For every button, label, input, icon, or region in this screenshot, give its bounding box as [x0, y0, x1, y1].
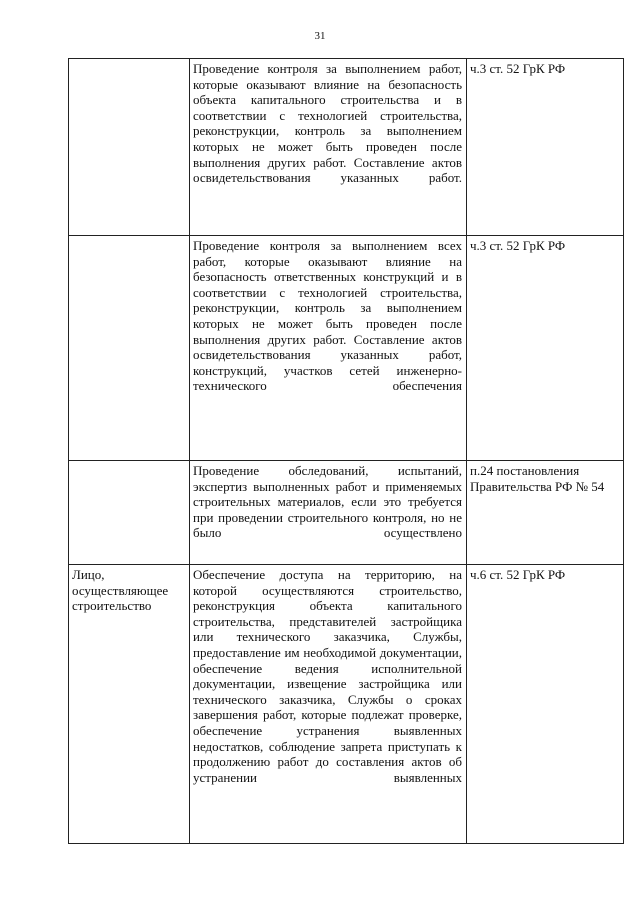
legal-basis-cell: п.24 постановления Правительства РФ № 54 [467, 461, 624, 565]
page-number: 31 [314, 30, 326, 42]
requirements-table [68, 58, 624, 844]
subject-cell [69, 236, 190, 461]
subject-cell [69, 59, 190, 236]
requirement-cell: Проведение контроля за выполнением всех работ, которые оказывают влияние на безопасность ответственных конструкций и в соответствии с технологией строительства, реконструкции, контроль за выполнением которых не может быть проведен после выполнения других работ. Составление актов освидетельствования указанных работ, конструкций, участков сетей инженерно-технического обеспечения [190, 236, 467, 461]
table-row [69, 565, 624, 844]
legal-basis-cell: ч.3 ст. 52 ГрК РФ [467, 59, 624, 236]
requirement-cell: Проведение контроля за выполнением работ, которые оказывают влияние на безопасность объекта капитального строительства и в соответствии с технологией строительства, реконструкции, контроль за выполнением которых не может быть проведен после выполнения других работ. Составление актов освидетельствования указанных работ. [190, 59, 467, 236]
requirement-cell: Проведение обследований, испытаний, экспертиз выполненных работ и применяемых строительных материалов, если это требуется при проведении строительного контроля, но не было осуществлено [190, 461, 467, 565]
table-row [69, 236, 624, 461]
table-row [69, 461, 624, 565]
table-row [69, 59, 624, 236]
subject-cell [69, 461, 190, 565]
requirement-cell: Обеспечение доступа на территорию, на которой осуществляются строительство, реконструкция объекта капитального строительства, представителей застройщика или технического заказчика, Службы, предоставление им необходимой документации, обеспечение ведения исполнительной документации, извещение застройщика или технического заказчика, Службы о сроках завершения работ, которые подлежат проверке, обеспечение устранения выявленных недостатков, соблюдение запрета приступать к продолжению работ до составления актов об устранении выявленных [190, 565, 467, 844]
legal-basis-cell: ч.3 ст. 52 ГрК РФ [467, 236, 624, 461]
legal-basis-cell: ч.6 ст. 52 ГрК РФ [467, 565, 624, 844]
subject-cell: Лицо, осуществляющее строительство [69, 565, 190, 844]
